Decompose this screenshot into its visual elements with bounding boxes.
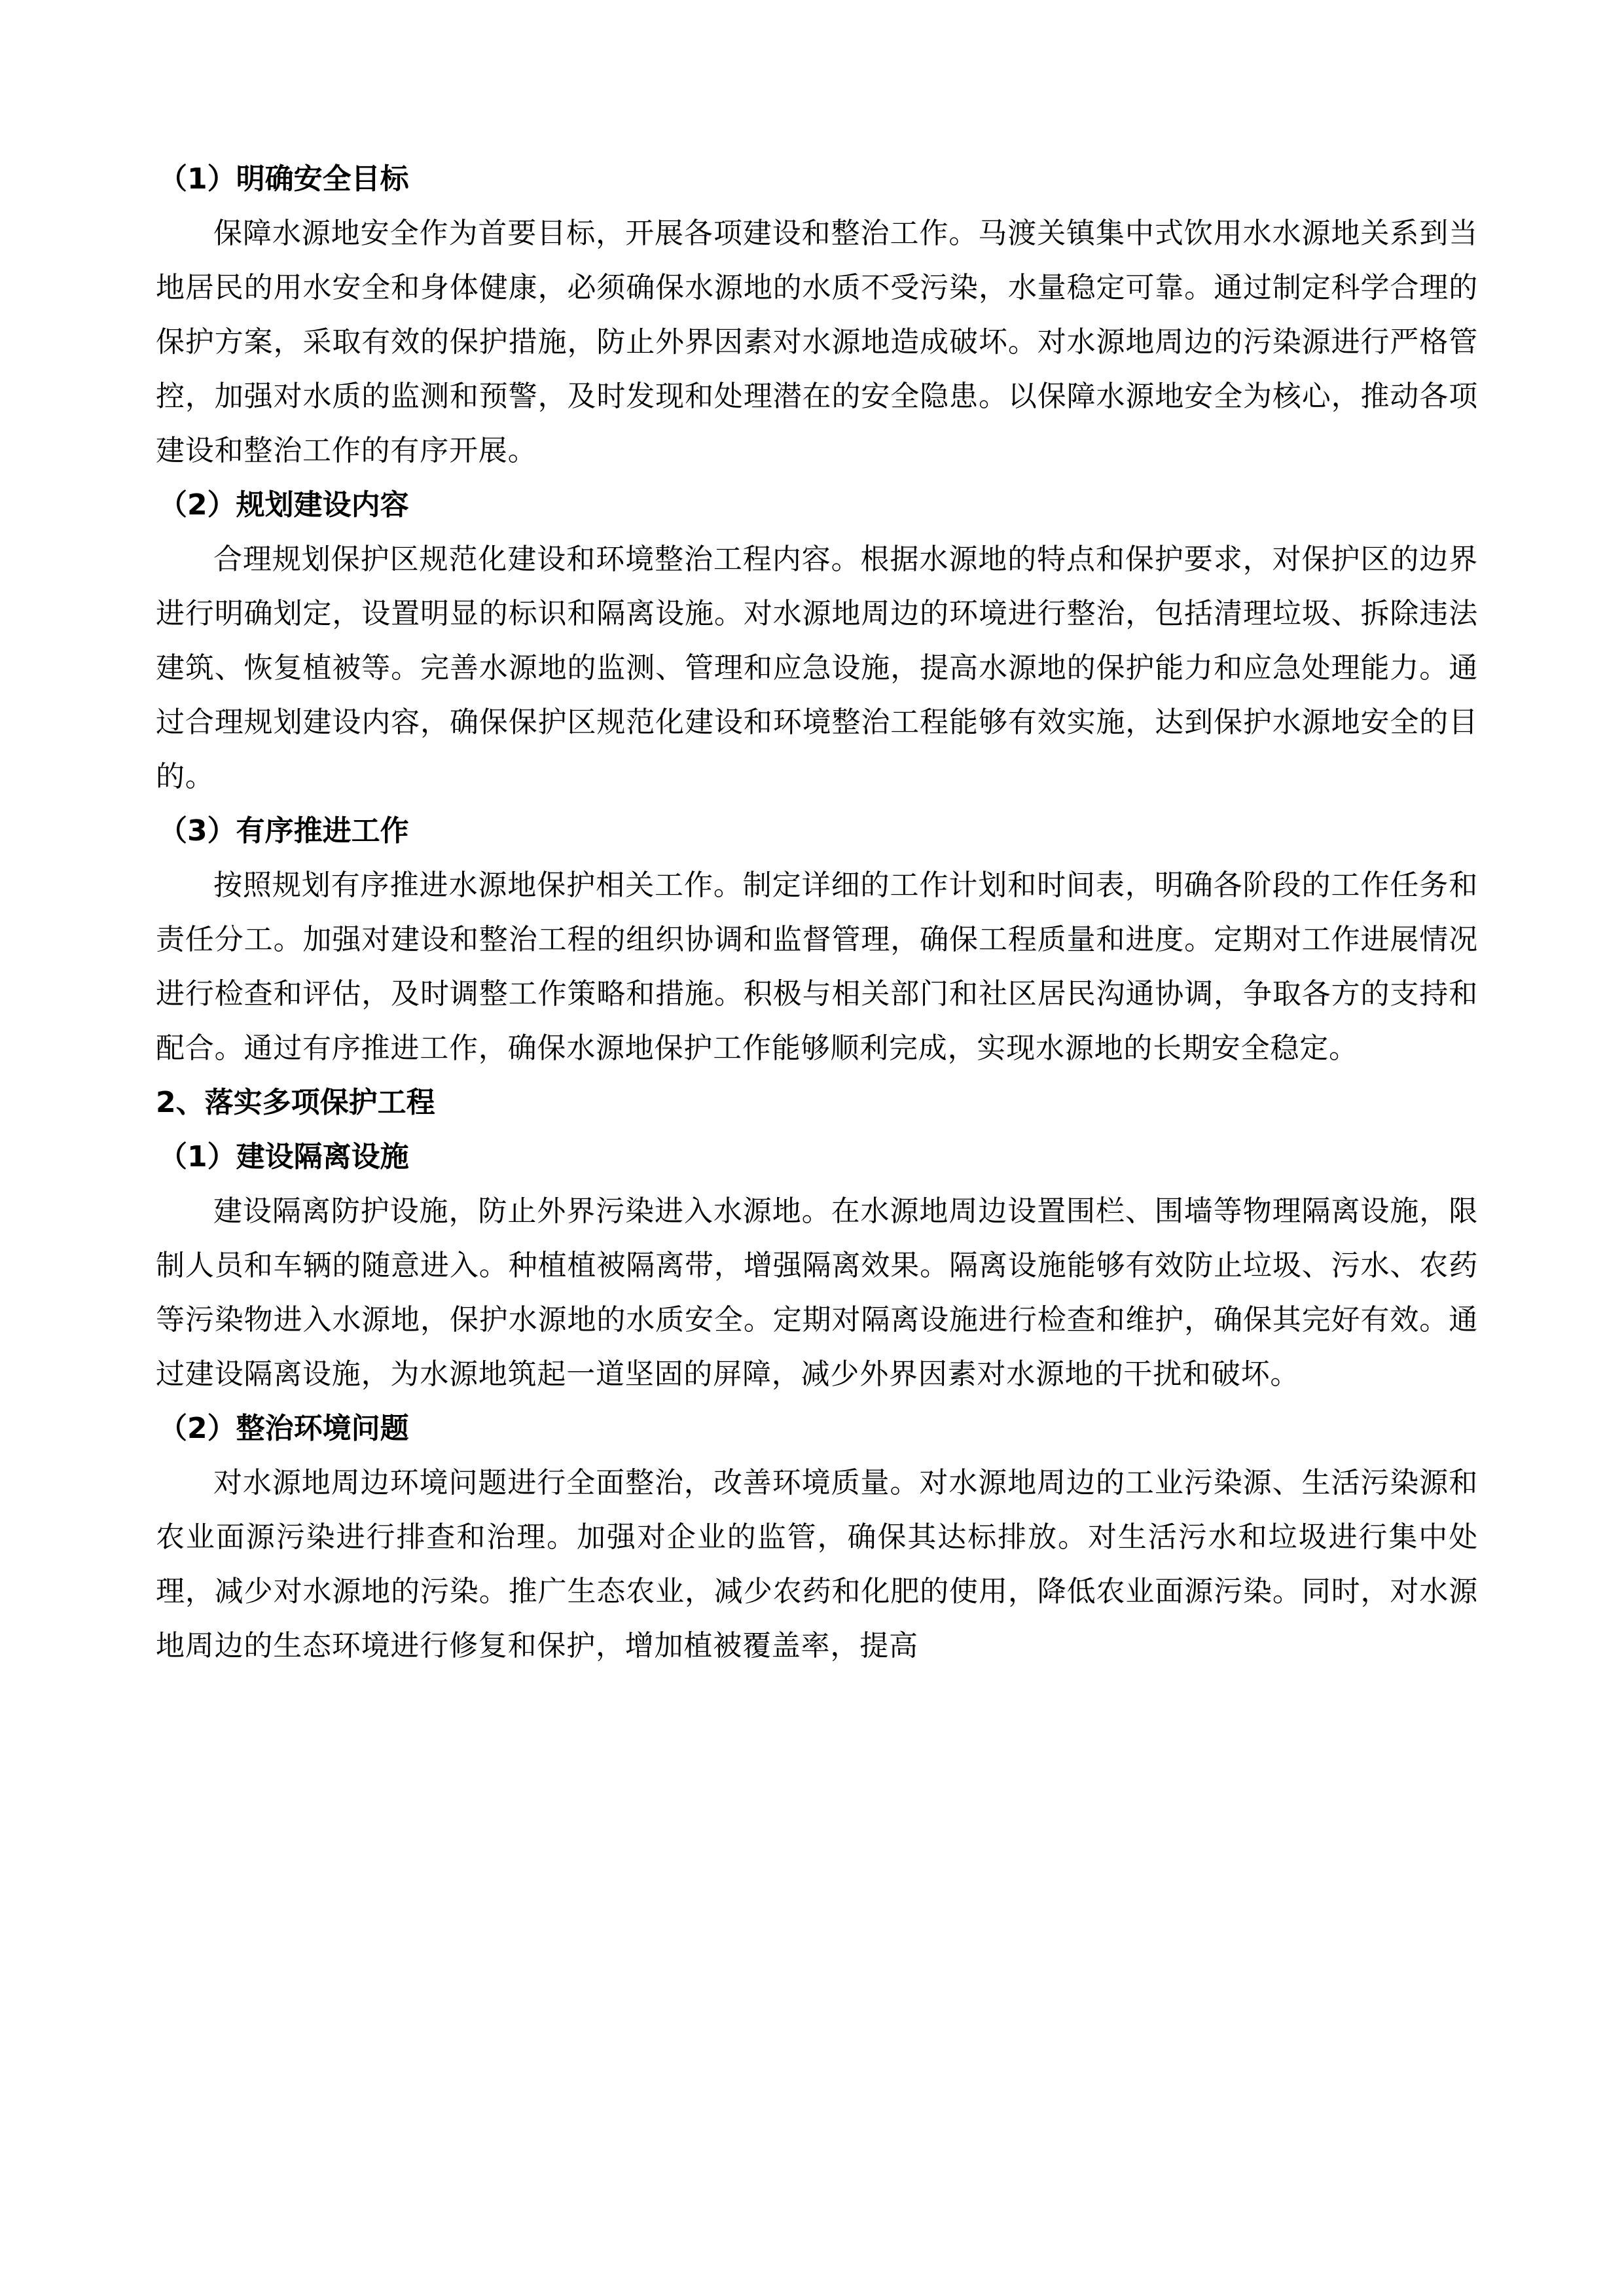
document-body (156, 152, 1478, 1673)
paragraph-planning: 合理规划保护区规范化建设和环境整治工程内容。根据水源地的特点和保护要求，对保护区的边界进行明确划定，设置明显的标识和隔离设施。对水源地周边的环境进行整治，包括清理垃圾、拆除违法建筑、恢复植被等。完善水源地的监测、管理和应急设施，提高水源地的保护能力和应急处理能力。通过合理规划建设内容，确保保护区规范化建设和环境整治工程能够有效实施，达到保护水源地安全的目的。 (156, 543, 1478, 793)
paragraph-orderly-progress: 按照规划有序推进水源地保护相关工作。制定详细的工作计划和时间表，明确各阶段的工作任务和责任分工。加强对建设和整治工程的组织协调和监督管理，确保工程质量和进度。定期对工作进展情况进行检查和评估，及时调整工作策略和措施。积极与相关部门和社区居民沟通协调，争取各方的支持和配合。通过有序推进工作，确保水源地保护工作能够顺利完成，实现水源地的长期安全稳定。 (156, 869, 1478, 1065)
chapter-heading-protection-projects: 2、落实多项保护工程 (156, 1086, 435, 1119)
paragraph-environment-remediation: 对水源地周边环境问题进行全面整治，改善环境质量。对水源地周边的工业污染源、生活污染源和农业面源污染进行排查和治理。加强对企业的监管，确保其达标排放。对生活污水和垃圾进行集中处理，减少对水源地的污染。推广生态农业，减少农药和化肥的使用，降低农业面源污染。同时，对水源地周边的生态环境进行修复和保护，增加植被覆盖率，提高 (156, 1466, 1478, 1662)
section-heading-isolation-facilities: （1）建设隔离设施 (158, 1140, 409, 1174)
section-heading-planning: （2）规划建设内容 (158, 488, 409, 522)
paragraph-safety-goal: 保障水源地安全作为首要目标，开展各项建设和整治工作。马渡关镇集中式饮用水水源地关系到当地居民的用水安全和身体健康，必须确保水源地的水质不受污染，水量稳定可靠。通过制定科学合理的保护方案，采取有效的保护措施，防止外界因素对水源地造成破坏。对水源地周边的污染源进行严格管控，加强对水质的监测和预警，及时发现和处理潜在的安全隐患。以保障水源地安全为核心，推动各项建设和整治工作的有序开展。 (156, 217, 1478, 467)
section-heading-safety-goal: （1）明确安全目标 (158, 162, 409, 196)
paragraph-isolation-facilities: 建设隔离防护设施，防止外界污染进入水源地。在水源地周边设置围栏、围墙等物理隔离设施，限制人员和车辆的随意进入。种植植被隔离带，增强隔离效果。隔离设施能够有效防止垃圾、污水、农药等污染物进入水源地，保护水源地的水质安全。定期对隔离设施进行检查和维护，确保其完好有效。通过建设隔离设施，为水源地筑起一道坚固的屏障，减少外界因素对水源地的干扰和破坏。 (156, 1194, 1478, 1391)
section-heading-orderly-progress: （3）有序推进工作 (158, 814, 409, 848)
section-heading-environment-remediation: （2）整治环境问题 (158, 1412, 409, 1445)
